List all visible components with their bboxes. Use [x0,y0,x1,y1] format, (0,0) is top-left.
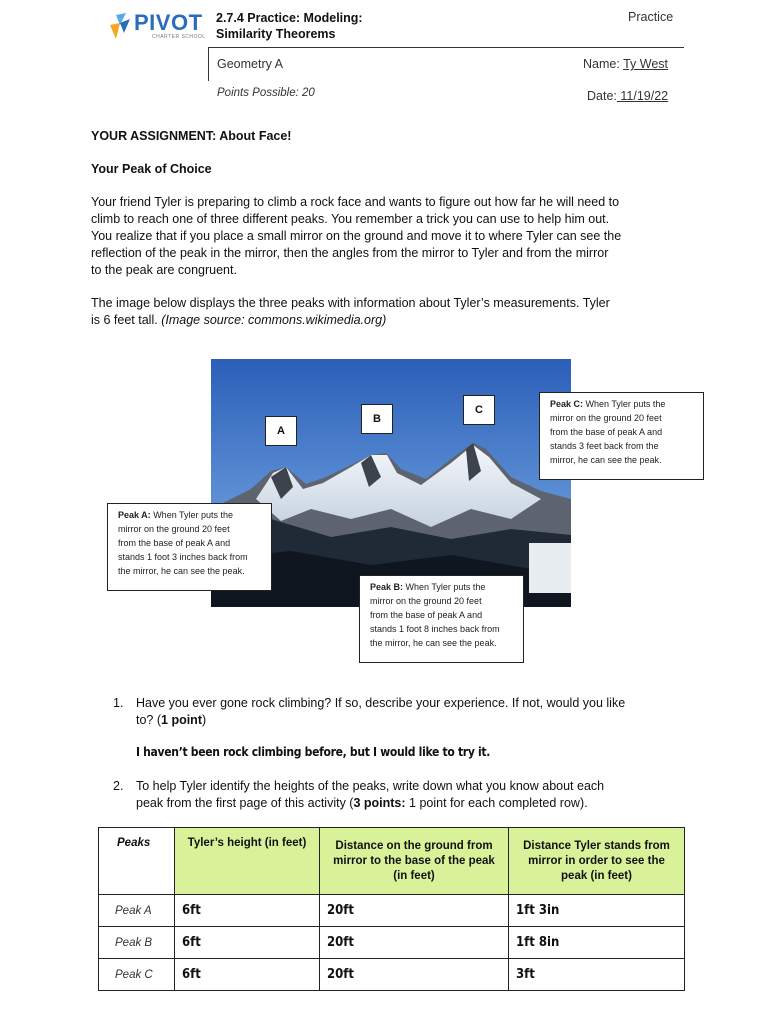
logo-subtext: CHARTER SCHOOL [152,34,206,40]
question-2-line: To help Tyler identify the heights of the peaks, write down what you know about each [136,779,605,793]
callout-title: Peak B: [370,582,404,592]
callout-line: the mirror, he can see the peak. [370,638,497,648]
callout-line: from the base of peak A and [118,538,231,548]
callout-line: from the base of peak A and [550,427,663,437]
date-label: Date: [587,89,617,103]
cell-ground-distance[interactable]: 20ft [320,959,509,991]
assignment-heading: YOUR ASSIGNMENT: About Face! [91,129,292,143]
name-value: Ty West [623,57,668,71]
cell-stand-distance[interactable]: 3ft [509,959,685,991]
cell-tyler-height[interactable]: 6ft [175,927,320,959]
q2-text-end: 1 point for each completed row). [405,796,588,810]
cell-stand-distance[interactable]: 1ft 3in [509,895,685,927]
table-row [99,927,685,959]
cell-ground-distance[interactable]: 20ft [320,895,509,927]
callout-line: When Tyler puts the [150,510,234,520]
row-peak-name: Peak C [99,959,175,991]
row-peak-name: Peak B [99,927,175,959]
intro-line: You realize that if you place a small mirror on the ground and move it to where Tyler can see the [91,229,622,243]
callout-line: stands 1 foot 3 inches back from [118,552,248,562]
intro-line: climb to reach one of three different peaks. You remember a trick you can use to help him out. [91,212,610,226]
name-label: Name: [583,57,620,71]
course-name: Geometry A [217,57,283,71]
peaks-table [98,827,685,991]
logo-text: PIVOT [134,10,203,35]
callout-line: stands 3 feet back from the [550,441,659,451]
peak-a-callout [107,503,272,591]
header-ground-distance: Distance on the ground from mirror to the base of the peak (in feet) [320,828,509,895]
q1-text-end: ) [201,713,207,727]
assignment-subheading: Your Peak of Choice [91,162,212,176]
image-paragraph [91,295,711,329]
cell-stand-distance[interactable]: 1ft 8in [509,927,685,959]
peak-label-a: A [265,416,297,446]
question-2 [136,778,696,812]
q2-text: peak from the first page of this activity ( [136,796,354,810]
q1-text: to? ( [136,713,162,727]
header-tyler-height: Tyler’s height (in feet) [175,828,320,895]
intro-line: Your friend Tyler is preparing to climb a rock face and wants to figure out how far he will need to [91,195,620,209]
q2-points: 3 points: [353,796,406,810]
callout-line: stands 1 foot 8 inches back from [370,624,500,634]
callout-line: When Tyler puts the [583,399,666,409]
cell-tyler-height[interactable]: 6ft [175,895,320,927]
date-field [587,89,668,103]
callout-line: mirror on the ground 20 feet [118,524,230,534]
question-2-line [136,795,696,812]
tyler-height-text: is 6 feet tall. [91,313,162,327]
image-paragraph-line: The image below displays the three peaks with information about Tyler’s measurements. Tyler [91,296,610,310]
intro-line: reflection of the peak in the mirror, then the angles from the mirror to Tyler and from the mirror [91,246,609,260]
peak-b-callout [359,575,524,663]
doc-type: Practice [628,10,674,24]
table-header-row [99,828,685,895]
question-1-line: Have you ever gone rock climbing? If so, describe your experience. If not, would you like [136,696,626,710]
intro-line: to the peak are congruent. [91,263,237,277]
table-row [99,959,685,991]
title-line-1: 2.7.4 Practice: Modeling: [216,11,363,25]
peak-c-callout [539,392,704,480]
logo [106,10,206,42]
callout-line: from the base of peak A and [370,610,483,620]
question-1-number: 1. [113,696,124,710]
callout-line: the mirror, he can see the peak. [118,566,245,576]
table-row [99,895,685,927]
question-2-number: 2. [113,779,124,793]
header-peaks: Peaks [99,828,175,895]
cell-ground-distance[interactable]: 20ft [320,927,509,959]
date-value: 11/19/22 [616,89,669,103]
title-line-2: Similarity Theorems [216,27,336,41]
cell-tyler-height[interactable]: 6ft [175,959,320,991]
name-field [583,57,668,71]
callout-title: Peak A: [118,510,151,520]
image-source-text: (Image source: commons.wikimedia.org) [161,313,387,327]
question-1 [136,695,696,729]
intro-paragraph [91,194,711,279]
question-1-answer[interactable]: I haven’t been rock climbing before, but I would like to try it. [136,745,491,759]
page-title [216,10,363,42]
callout-line: mirror on the ground 20 feet [550,413,662,423]
row-peak-name: Peak A [99,895,175,927]
question-1-line [136,712,696,729]
points-possible: Points Possible: 20 [217,87,315,99]
pivot-logo-icon [106,11,134,41]
callout-line: When Tyler puts the [403,582,486,592]
header-divider [208,47,684,48]
header-divider-vertical [208,47,209,81]
peak-label-b: B [361,404,393,434]
callout-line: mirror, he can see the peak. [550,455,662,465]
peak-label-c: C [463,395,495,425]
callout-line: mirror on the ground 20 feet [370,596,482,606]
callout-title: Peak C: [550,399,584,409]
header-stand-distance: Distance Tyler stands from mirror in order to see the peak (in feet) [509,828,685,895]
q1-points: 1 point [161,713,202,727]
image-paragraph-line [91,312,711,329]
